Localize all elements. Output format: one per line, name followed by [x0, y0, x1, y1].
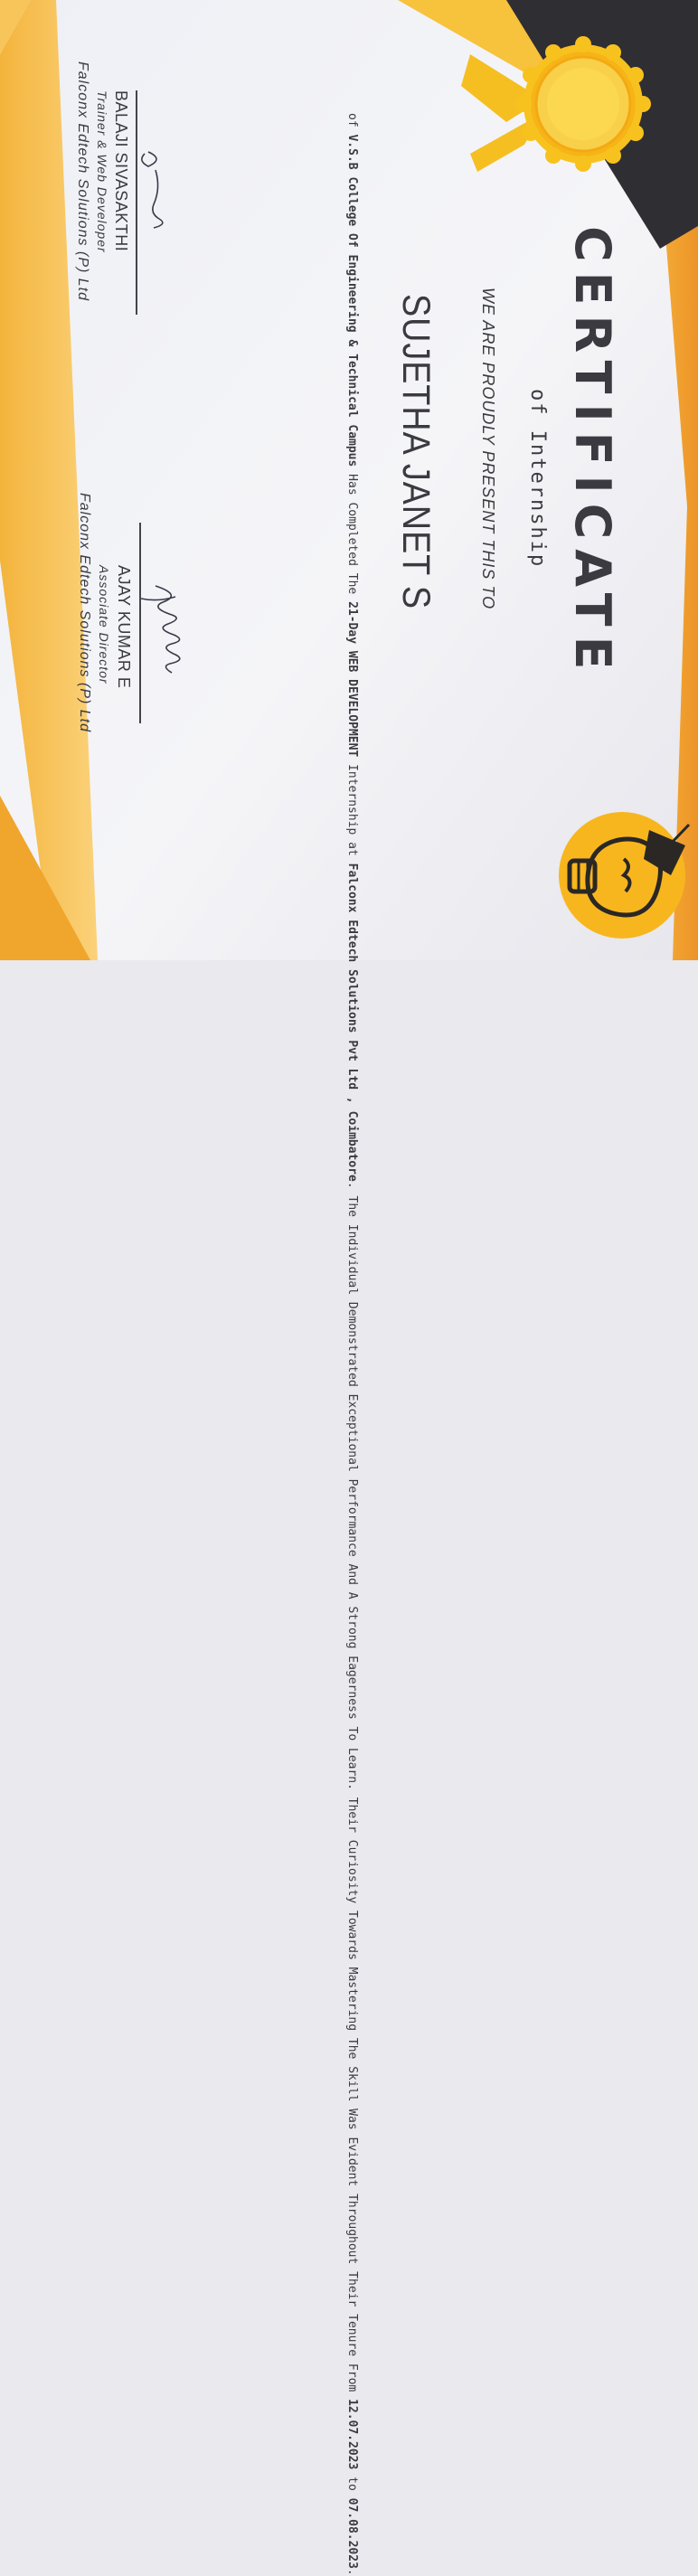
body-text-3: Internship at [345, 757, 359, 863]
recipient-name: SUJETHA JANET S [394, 294, 438, 609]
body-text-5: to [345, 2469, 359, 2498]
signatory-org-ajay-kumar: Falconx Edtech Solutions (P) Ltd [77, 493, 92, 733]
company-name: Falconx Edtech Solutions Pvt Ltd , Coimbatore [345, 863, 359, 1182]
body-text-1: of [345, 113, 359, 135]
start-date: 12.07.2023 [345, 2399, 359, 2470]
signatory-org-balaji-sivasakthi: Falconx Edtech Solutions (P) Ltd [75, 61, 90, 302]
end-date: 07.08.2023 [345, 2497, 359, 2569]
signatory-role-ajay-kumar: Associate Director [97, 565, 111, 684]
college-name: V.S.B College Of Engineering & Technical Campus [345, 134, 359, 467]
body-text-6: . [345, 2568, 359, 2576]
signature-line-balaji-sivasakthi [136, 90, 137, 315]
signature-line-ajay-kumar [139, 523, 141, 723]
certificate-title: CERTIFICATE [564, 226, 621, 680]
present-line: WE ARE PROUDLY PRESENT THIS TO [479, 288, 497, 610]
signature-ajay-kumar [128, 579, 192, 678]
signatory-name-balaji-sivasakthi: BALAJI SIVASAKTHI [112, 90, 130, 252]
signatory-role-balaji-sivasakthi: Trainer & Web Developer [95, 90, 109, 253]
program-name: 21-Day WEB DEVELOPMENT [345, 601, 359, 758]
body-text-2: Has Completed The [345, 467, 359, 602]
body-text-4: . The Individual Demonstrated Exceptional Performance And A Strong Eagerness To Learn. Their Curiosity Towards Mastering The Skill Was Evident Throughout Their Tenure From [345, 1181, 359, 2400]
certificate-subtitle: of Internship [526, 389, 549, 569]
certificate-body [340, 113, 363, 2576]
signatory-name-ajay-kumar: AJAY KUMAR E [115, 565, 133, 689]
